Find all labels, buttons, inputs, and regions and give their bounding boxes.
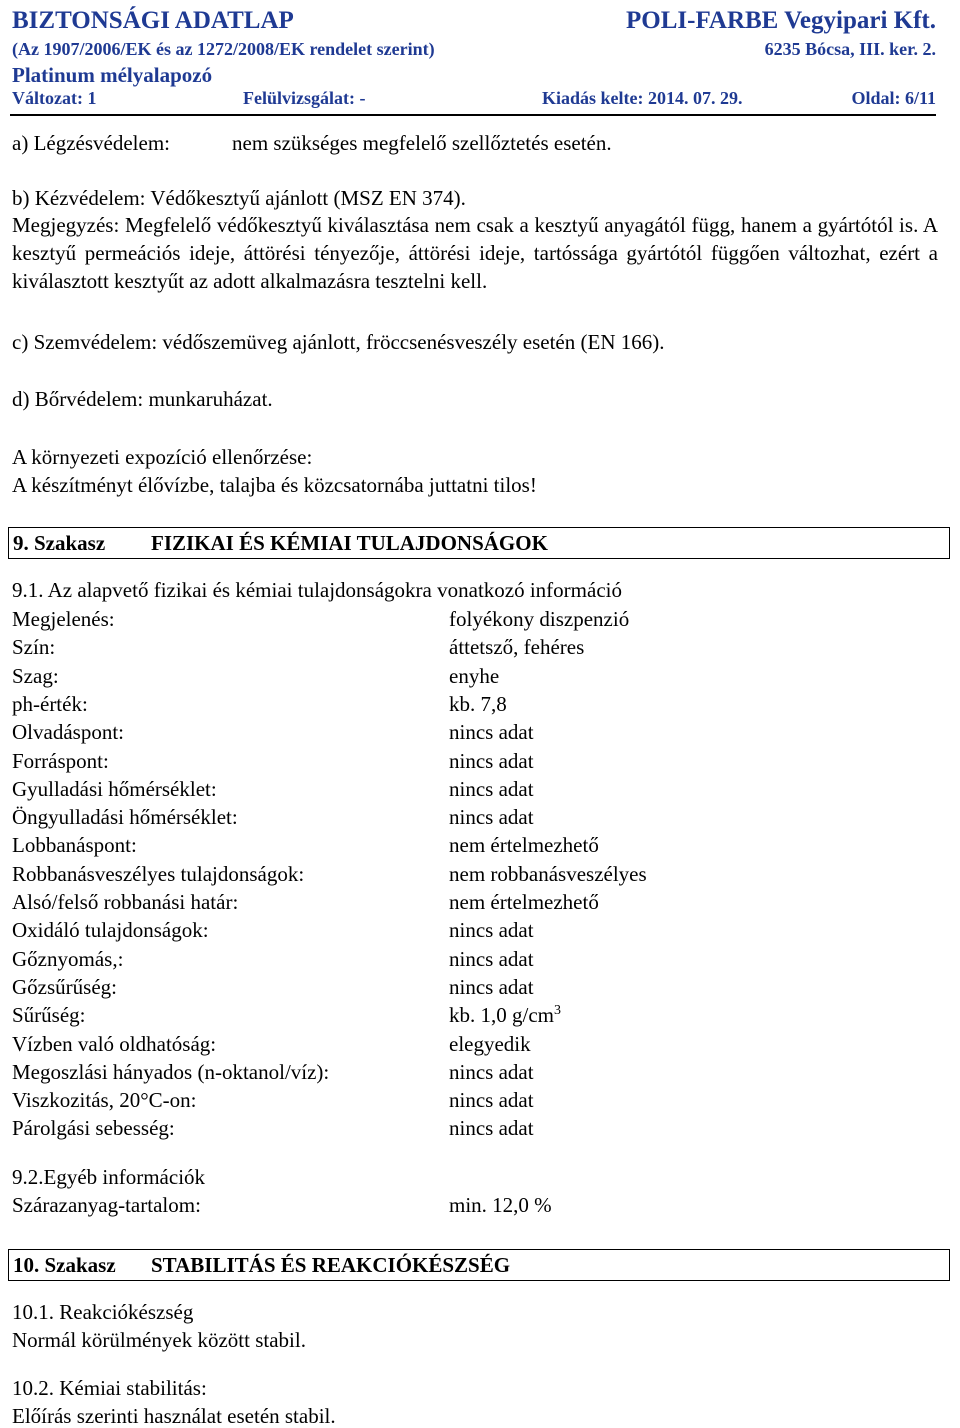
property-label: Megoszlási hányados (n-oktanol/víz): bbox=[12, 1059, 330, 1084]
other-info-title: 9.2.Egyéb információk bbox=[12, 1165, 206, 1189]
env-exposure-title: A környezeti expozíció ellenőrzése: bbox=[12, 445, 313, 469]
property-label: Oxidáló tulajdonságok: bbox=[12, 918, 209, 943]
document-title: BIZTONSÁGI ADATLAP bbox=[12, 7, 294, 34]
company-name: POLI-FARBE Vegyipari Kft. bbox=[626, 7, 936, 34]
company-address: 6235 Bócsa, III. ker. 2. bbox=[764, 39, 936, 59]
property-value bbox=[449, 1086, 534, 1114]
property-label: Párolgási sebesség: bbox=[12, 1116, 175, 1141]
property-value bbox=[449, 1030, 531, 1058]
property-value bbox=[449, 888, 599, 916]
page-number: Oldal: 6/11 bbox=[851, 88, 936, 108]
property-value bbox=[449, 775, 534, 803]
header-divider bbox=[10, 114, 936, 116]
property-value bbox=[449, 945, 534, 973]
property-label: Forráspont: bbox=[12, 748, 109, 773]
property-label: Megjelenés: bbox=[12, 607, 115, 631]
property-value-text: elegyedik bbox=[449, 1031, 531, 1056]
property-label: Lobbanáspont: bbox=[12, 833, 137, 858]
property-value bbox=[449, 860, 647, 888]
property-label: Robbanásveszélyes tulajdonságok: bbox=[12, 861, 305, 886]
eye-protection: c) Szemvédelem: védőszemüveg ajánlott, fröccsenésveszély esetén (EN 166). bbox=[12, 330, 665, 354]
property-value bbox=[449, 831, 599, 859]
hand-protection-note: Megjegyzés: Megfelelő védőkesztyű kiválasztása nem csak a kesztyű anyagától függ, hanem a gyártótól is. A kesztyű permeációs ideje, áttörési tényezője, áttörési ideje, tartóssága gyártótól függően változhat, ezért a kiválasztott kesztyűt az adott alkalmazásra tesztelni kell. bbox=[12, 213, 938, 293]
property-value-text: nincs adat bbox=[449, 918, 534, 943]
section-9-title: FIZIKAI ÉS KÉMIAI TULAJDONSÁGOK bbox=[151, 531, 548, 555]
dry-matter-label: Szárazanyag-tartalom: bbox=[12, 1193, 201, 1217]
reactivity-text: Normál körülmények között stabil. bbox=[12, 1328, 306, 1352]
property-label: Szag: bbox=[12, 663, 59, 688]
section-10-number: 10. Szakasz bbox=[13, 1253, 116, 1277]
section-10-title: STABILITÁS ÉS REAKCIÓKÉSZSÉG bbox=[151, 1253, 511, 1277]
property-label: Vízben való oldhatóság: bbox=[12, 1031, 217, 1056]
property-value-text: nem értelmezhető bbox=[449, 833, 599, 858]
property-value-text: nincs adat bbox=[449, 1059, 534, 1084]
property-value-text: nincs adat bbox=[449, 946, 534, 971]
property-value-text: nem robbanásveszélyes bbox=[449, 861, 647, 886]
section-9-number: 9. Szakasz bbox=[13, 531, 106, 555]
property-value-text: áttetsző, fehéres bbox=[449, 635, 585, 660]
property-label: Gőzsűrűség: bbox=[12, 974, 117, 999]
property-value bbox=[449, 662, 499, 690]
property-value-text: folyékony diszpenzió bbox=[449, 607, 630, 631]
section-9-subtitle: 9.1. Az alapvető fizikai és kémiai tulajdonságokra vonatkozó információ bbox=[12, 578, 622, 602]
property-label: Olvadáspont: bbox=[12, 720, 124, 745]
property-value-text: nincs adat bbox=[449, 720, 534, 745]
property-value-text: nincs adat bbox=[449, 974, 534, 999]
issue-date: Kiadás kelte: 2014. 07. 29. bbox=[542, 88, 743, 108]
property-value bbox=[449, 916, 534, 944]
property-value bbox=[449, 747, 534, 775]
property-label: Alsó/felső robbanási határ: bbox=[12, 890, 239, 914]
property-label: ph-érték: bbox=[12, 691, 88, 716]
property-value bbox=[449, 1114, 534, 1142]
respiratory-label: a) Légzésvédelem: bbox=[12, 131, 170, 155]
regulation-note: (Az 1907/2006/EK és az 1272/2008/EK rendelet szerint) bbox=[12, 39, 435, 59]
property-value-text: nincs adat bbox=[449, 805, 534, 830]
skin-protection: d) Bőrvédelem: munkaruházat. bbox=[12, 387, 273, 411]
property-value bbox=[449, 973, 534, 1001]
stability-title: 10.2. Kémiai stabilitás: bbox=[12, 1376, 207, 1400]
property-label: Viszkozitás, 20°C-on: bbox=[12, 1088, 197, 1113]
property-label: Öngyulladási hőmérséklet: bbox=[12, 805, 238, 830]
dry-matter-value: min. 12,0 % bbox=[449, 1193, 552, 1217]
version: Változat: 1 bbox=[12, 88, 97, 108]
product-name: Platinum mélyalapozó bbox=[12, 63, 213, 87]
section-10-header bbox=[8, 1249, 950, 1281]
property-value-text: nincs adat bbox=[449, 748, 534, 773]
property-value bbox=[449, 1001, 561, 1029]
env-exposure-text: A készítményt élővízbe, talajba és közcsatornába juttatni tilos! bbox=[12, 473, 537, 497]
respiratory-value: nem szükséges megfelelő szellőztetés esetén. bbox=[232, 131, 612, 155]
property-value-superscript: 3 bbox=[554, 1003, 561, 1019]
property-label: Gőznyomás,: bbox=[12, 946, 124, 971]
property-value bbox=[449, 690, 507, 718]
stability-text: Előírás szerinti használat esetén stabil. bbox=[12, 1404, 336, 1428]
revision: Felülvizsgálat: - bbox=[243, 88, 366, 108]
property-value-text: nem értelmezhető bbox=[449, 890, 599, 914]
property-value-text: kb. 1,0 g/cm bbox=[449, 1003, 554, 1028]
property-value bbox=[449, 718, 534, 746]
property-value-text: kb. 7,8 bbox=[449, 691, 507, 716]
section-9-header bbox=[8, 527, 950, 559]
property-value-text: nincs adat bbox=[449, 1088, 534, 1113]
property-label: Sűrűség: bbox=[12, 1003, 86, 1028]
property-value bbox=[449, 803, 534, 831]
property-label: Szín: bbox=[12, 635, 56, 660]
property-value bbox=[449, 1058, 534, 1086]
property-label: Gyulladási hőmérséklet: bbox=[12, 776, 217, 801]
hand-protection: b) Kézvédelem: Védőkesztyű ajánlott (MSZ EN 374). bbox=[12, 186, 466, 210]
property-value-text: nincs adat bbox=[449, 1116, 534, 1141]
property-value bbox=[449, 605, 629, 633]
reactivity-title: 10.1. Reakciókészség bbox=[12, 1300, 194, 1324]
property-value-text: nincs adat bbox=[449, 776, 534, 801]
property-value bbox=[449, 633, 584, 661]
property-value-text: enyhe bbox=[449, 663, 500, 688]
